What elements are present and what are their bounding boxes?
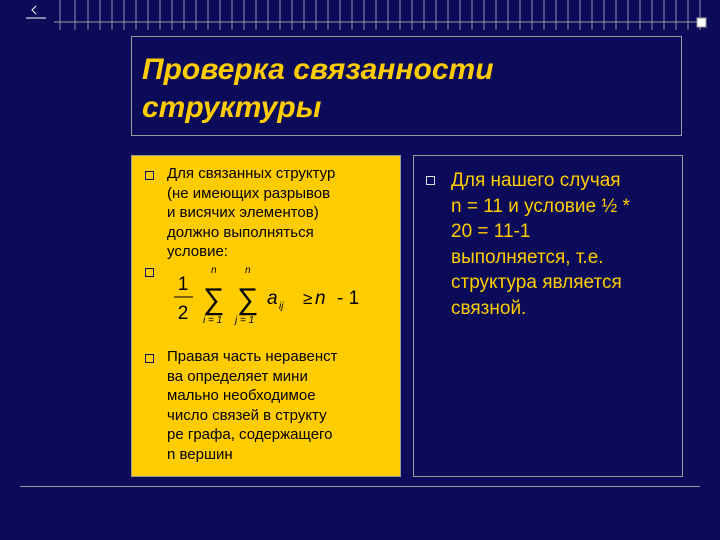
sum2-lower: j = 1 bbox=[235, 315, 255, 326]
square-bullet-icon bbox=[145, 354, 154, 363]
sum1-sigma-icon: ∑ bbox=[203, 283, 225, 316]
left-panel bbox=[131, 155, 401, 477]
formula-numerator: 1 bbox=[177, 274, 189, 295]
sum1-upper: n bbox=[211, 265, 217, 276]
bottom-divider bbox=[20, 486, 700, 487]
sum1-lower: i = 1 bbox=[203, 315, 223, 326]
formula-term-subscript: ij bbox=[279, 301, 284, 312]
sum2-sigma-icon: ∑ bbox=[237, 283, 259, 316]
sum2-upper: n bbox=[245, 265, 251, 276]
formula-term: a bbox=[267, 288, 278, 309]
square-bullet-icon bbox=[145, 268, 154, 277]
decorative-stripes bbox=[0, 0, 720, 30]
case-conclusion-text: Для нашего случая n = 11 и условие ½ * 20 = 11-1 выполняется, т.е. структура является связной. bbox=[451, 170, 630, 319]
formula-relation: ≥ bbox=[303, 289, 313, 308]
slide-title: Проверка связанности структуры bbox=[142, 53, 494, 124]
formula-denominator: 2 bbox=[177, 303, 189, 324]
right-panel bbox=[413, 155, 683, 477]
formula-rhs-rest: - 1 bbox=[337, 288, 360, 309]
title-frame bbox=[131, 36, 682, 136]
explanation-text: Правая часть неравенст ва определяет мини мально необходимое число связей в структу ре графа, содержащего n вершин bbox=[167, 348, 338, 463]
square-bullet-icon bbox=[426, 176, 435, 185]
condition-text: Для связанных структур (не имеющих разрывов и висячих элементов) должно выполняться условие: bbox=[167, 165, 336, 260]
connectivity-formula bbox=[165, 259, 395, 327]
square-bullet-icon bbox=[145, 171, 154, 180]
formula-rhs-n: n bbox=[315, 288, 326, 309]
